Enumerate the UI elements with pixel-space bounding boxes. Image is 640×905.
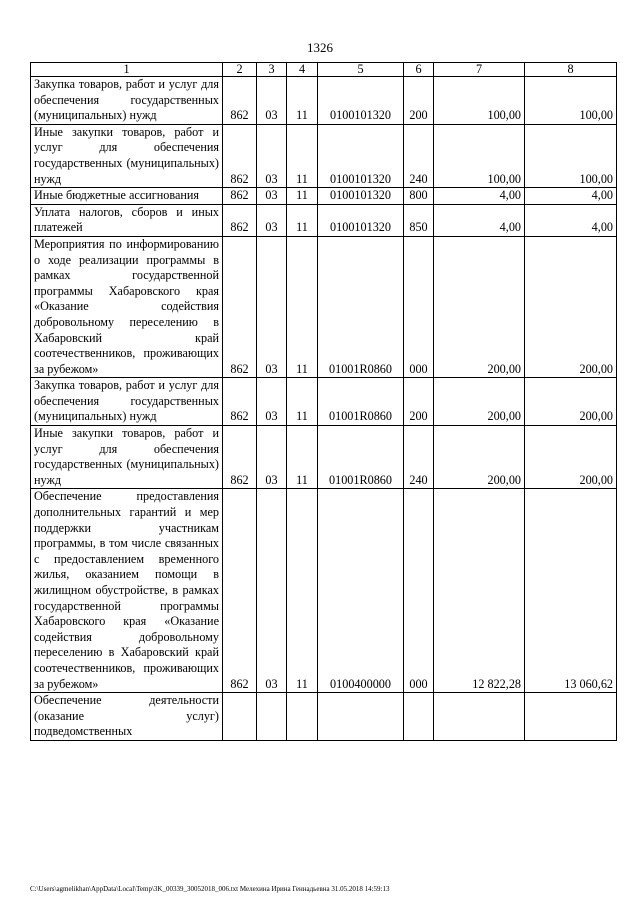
cell-target-code: 01001R0860 [318,426,404,489]
cell-section: 03 [257,77,287,125]
table-row [31,188,617,205]
cell-subsection [287,693,318,741]
cell-subsection: 11 [287,426,318,489]
column-header: 6 [404,63,434,77]
cell-ministry-code: 862 [223,204,257,236]
cell-subsection: 11 [287,124,318,187]
cell-amount-2: 200,00 [525,236,617,377]
cell-amount-1: 200,00 [434,378,525,426]
cell-ministry-code: 862 [223,188,257,205]
cell-section [257,693,287,741]
cell-amount-1: 12 822,28 [434,489,525,693]
cell-subsection: 11 [287,204,318,236]
table-row [31,124,617,187]
cell-amount-2: 4,00 [525,188,617,205]
cell-section: 03 [257,378,287,426]
cell-target-code: 0100101320 [318,204,404,236]
cell-subsection: 11 [287,489,318,693]
row-name: Иные закупки товаров, работ и услуг для обеспечения государственных (муниципальных) нужд [31,426,223,489]
column-header: 3 [257,63,287,77]
cell-target-code: 01001R0860 [318,378,404,426]
cell-amount-1 [434,693,525,741]
cell-amount-1: 200,00 [434,426,525,489]
cell-ministry-code: 862 [223,378,257,426]
cell-section: 03 [257,188,287,205]
table-row [31,693,617,741]
table-row [31,236,617,377]
cell-expense-type: 000 [404,236,434,377]
cell-subsection: 11 [287,188,318,205]
cell-section: 03 [257,204,287,236]
cell-ministry-code [223,693,257,741]
cell-amount-1: 4,00 [434,204,525,236]
cell-ministry-code: 862 [223,236,257,377]
cell-expense-type: 000 [404,489,434,693]
cell-ministry-code: 862 [223,489,257,693]
cell-amount-2 [525,693,617,741]
row-name: Иные закупки товаров, работ и услуг для обеспечения государственных (муниципальных) нужд [31,124,223,187]
cell-amount-2: 200,00 [525,426,617,489]
cell-amount-2: 100,00 [525,77,617,125]
cell-expense-type [404,693,434,741]
cell-target-code: 0100400000 [318,489,404,693]
cell-amount-1: 100,00 [434,124,525,187]
cell-target-code: 0100101320 [318,77,404,125]
cell-expense-type: 240 [404,124,434,187]
cell-expense-type: 200 [404,77,434,125]
row-name: Уплата налогов, сборов и иных платежей [31,204,223,236]
table-row [31,378,617,426]
column-header: 4 [287,63,318,77]
cell-expense-type: 200 [404,378,434,426]
header-row [31,63,617,77]
cell-subsection: 11 [287,77,318,125]
cell-subsection: 11 [287,378,318,426]
cell-section: 03 [257,124,287,187]
cell-amount-1: 200,00 [434,236,525,377]
cell-amount-2: 13 060,62 [525,489,617,693]
cell-section: 03 [257,236,287,377]
cell-ministry-code: 862 [223,77,257,125]
cell-section: 03 [257,489,287,693]
cell-amount-2: 200,00 [525,378,617,426]
row-name: Обеспечение деятельности (оказание услуг) подведомственных [31,693,223,741]
column-header: 7 [434,63,525,77]
row-name: Иные бюджетные ассигнования [31,188,223,205]
document-footer-path: C:\Users\agmelikhan\AppData\Local\Temp\3K_00339_30052018_006.txt Мелехина Ирина Геннадьевна 31.05.2018 14:59:13 [30,885,390,893]
cell-expense-type: 850 [404,204,434,236]
row-name: Закупка товаров, работ и услуг для обеспечения государственных (муниципальных) нужд [31,378,223,426]
cell-subsection: 11 [287,236,318,377]
cell-expense-type: 240 [404,426,434,489]
table-row [31,204,617,236]
column-header: 1 [31,63,223,77]
cell-target-code [318,693,404,741]
table-row [31,426,617,489]
cell-amount-2: 100,00 [525,124,617,187]
column-header: 8 [525,63,617,77]
cell-target-code: 0100101320 [318,188,404,205]
row-name: Закупка товаров, работ и услуг для обеспечения государственных (муниципальных) нужд [31,77,223,125]
cell-amount-2: 4,00 [525,204,617,236]
cell-expense-type: 800 [404,188,434,205]
budget-table [30,62,617,741]
row-name: Мероприятия по информированию о ходе реализации программы в рамках государственной программы Хабаровского края «Оказание содействия добровольному переселению в Хабаровский край соотечественников, проживающих за рубежом» [31,236,223,377]
cell-ministry-code: 862 [223,124,257,187]
cell-amount-1: 4,00 [434,188,525,205]
cell-target-code: 0100101320 [318,124,404,187]
table-row [31,489,617,693]
table-row [31,77,617,125]
page-number: 1326 [307,40,333,55]
cell-section: 03 [257,426,287,489]
cell-target-code: 01001R0860 [318,236,404,377]
cell-ministry-code: 862 [223,426,257,489]
column-header: 5 [318,63,404,77]
cell-amount-1: 100,00 [434,77,525,125]
column-header: 2 [223,63,257,77]
row-name: Обеспечение предоставления дополнительных гарантий и мер поддержки участникам программы, в том числе связанных с предоставлением временного жилья, оказанием помощи в жилищном обустройстве, в рамках государственной программы Хабаровского края «Оказание содействия добровольному переселению в Хабаровский край соотечественников, проживающих за рубежом» [31,489,223,693]
